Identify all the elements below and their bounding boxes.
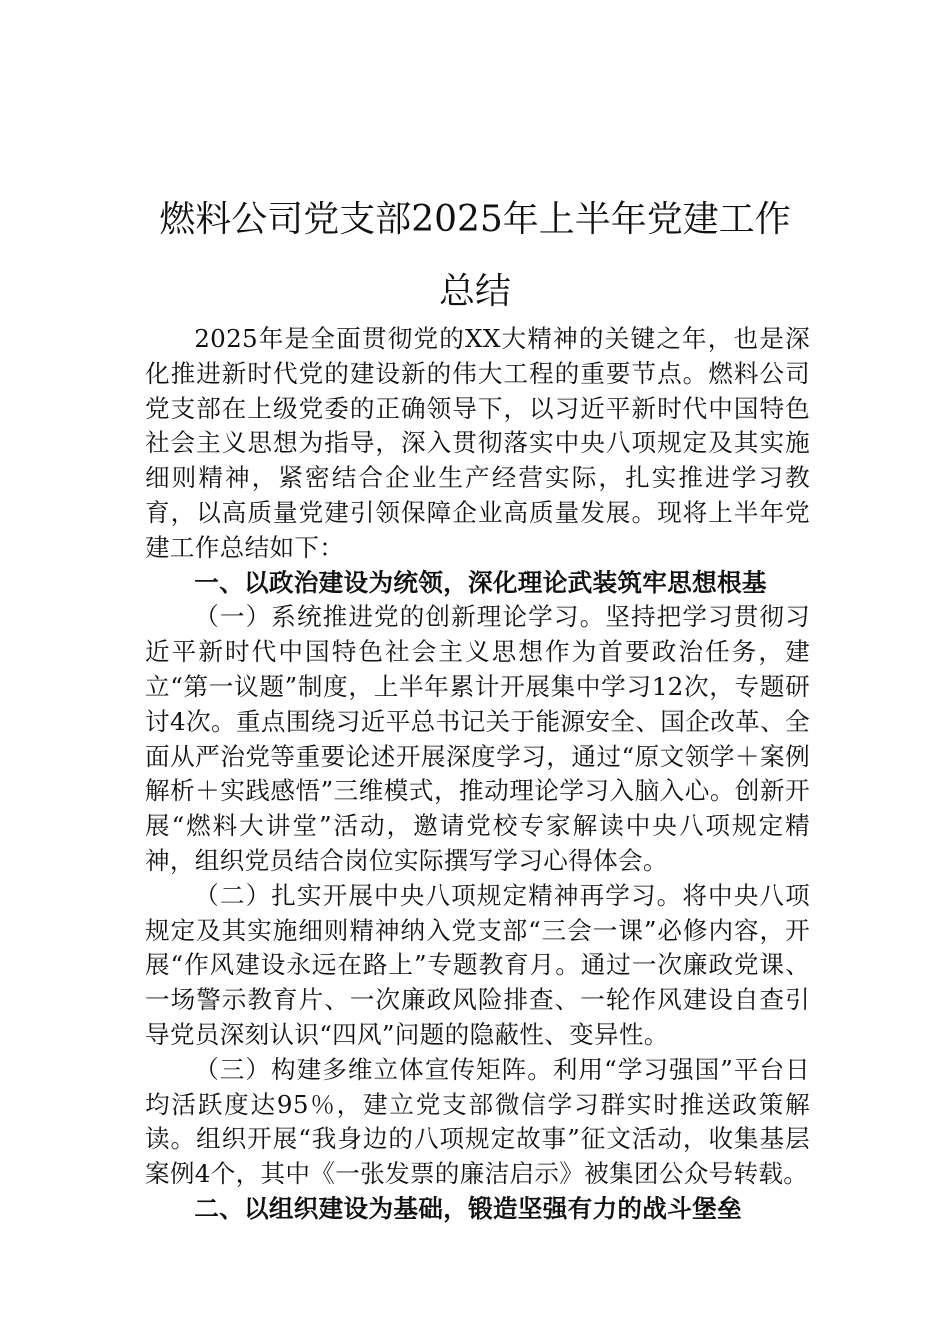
subsection-paragraph-2: （二）扎实开展中央八项规定精神再学习。将中央八项规定及其实施细则精神纳入党支部“三会一课”必修内容，开展“作风建设永远在路上”专题教育月。通过一次廉政党课、一场警示教育片、一次廉政风险排查、一轮作风建设自查引导党员深刻认识“四风”问题的隐蔽性、变异性。 (145, 880, 810, 1049)
section-heading-1: 一、以政治建设为统领，深化理论武装筑牢思想根基 (194, 567, 767, 597)
subsection-paragraph-3: （三）构建多维立体宣传矩阵。利用“学习强国”平台日均活跃度达95％，建立党支部微信学习群实时推送政策解读。组织开展“我身边的八项规定故事”征文活动，收集基层案例4个，其中《一张发票的廉洁启示》被集团公众号转载。 (145, 1054, 810, 1189)
document-body (145, 322, 810, 1227)
document-title: 燃料公司党支部2025年上半年党建工作总结 (159, 199, 791, 313)
intro-paragraph: 2025年是全面贯彻党的XX大精神的关键之年，也是深化推进新时代党的建设新的伟大工程的重要节点。燃料公司党支部在上级党委的正确领导下，以习近平新时代中国特色社会主义思想为指导，深入贯彻落实中央八项规定及其实施细则精神，紧密结合企业生产经营实际，扎实推进学习教育，以高质量党建引领保障企业高质量发展。现将上半年党建工作总结如下： (145, 324, 810, 562)
subsection-paragraph-1: （一）系统推进党的创新理论学习。坚持把学习贯彻习近平新时代中国特色社会主义思想作为首要政治任务，建立“第一议题”制度，上半年累计开展集中学习12次，专题研讨4次。重点围绕习近平总书记关于能源安全、国企改革、全面从严治党等重要论述开展深度学习，通过“原文领学＋案例解析＋实践感悟”三维模式，推动理论学习入脑入心。创新开展“燃料大讲堂”活动，邀请党校专家解读中央八项规定精神，组织党员结合岗位实际撰写学习心得体会。 (145, 602, 810, 875)
section-heading-2: 二、以组织建设为基础，锻造坚强有力的战斗堡垒 (194, 1193, 742, 1223)
